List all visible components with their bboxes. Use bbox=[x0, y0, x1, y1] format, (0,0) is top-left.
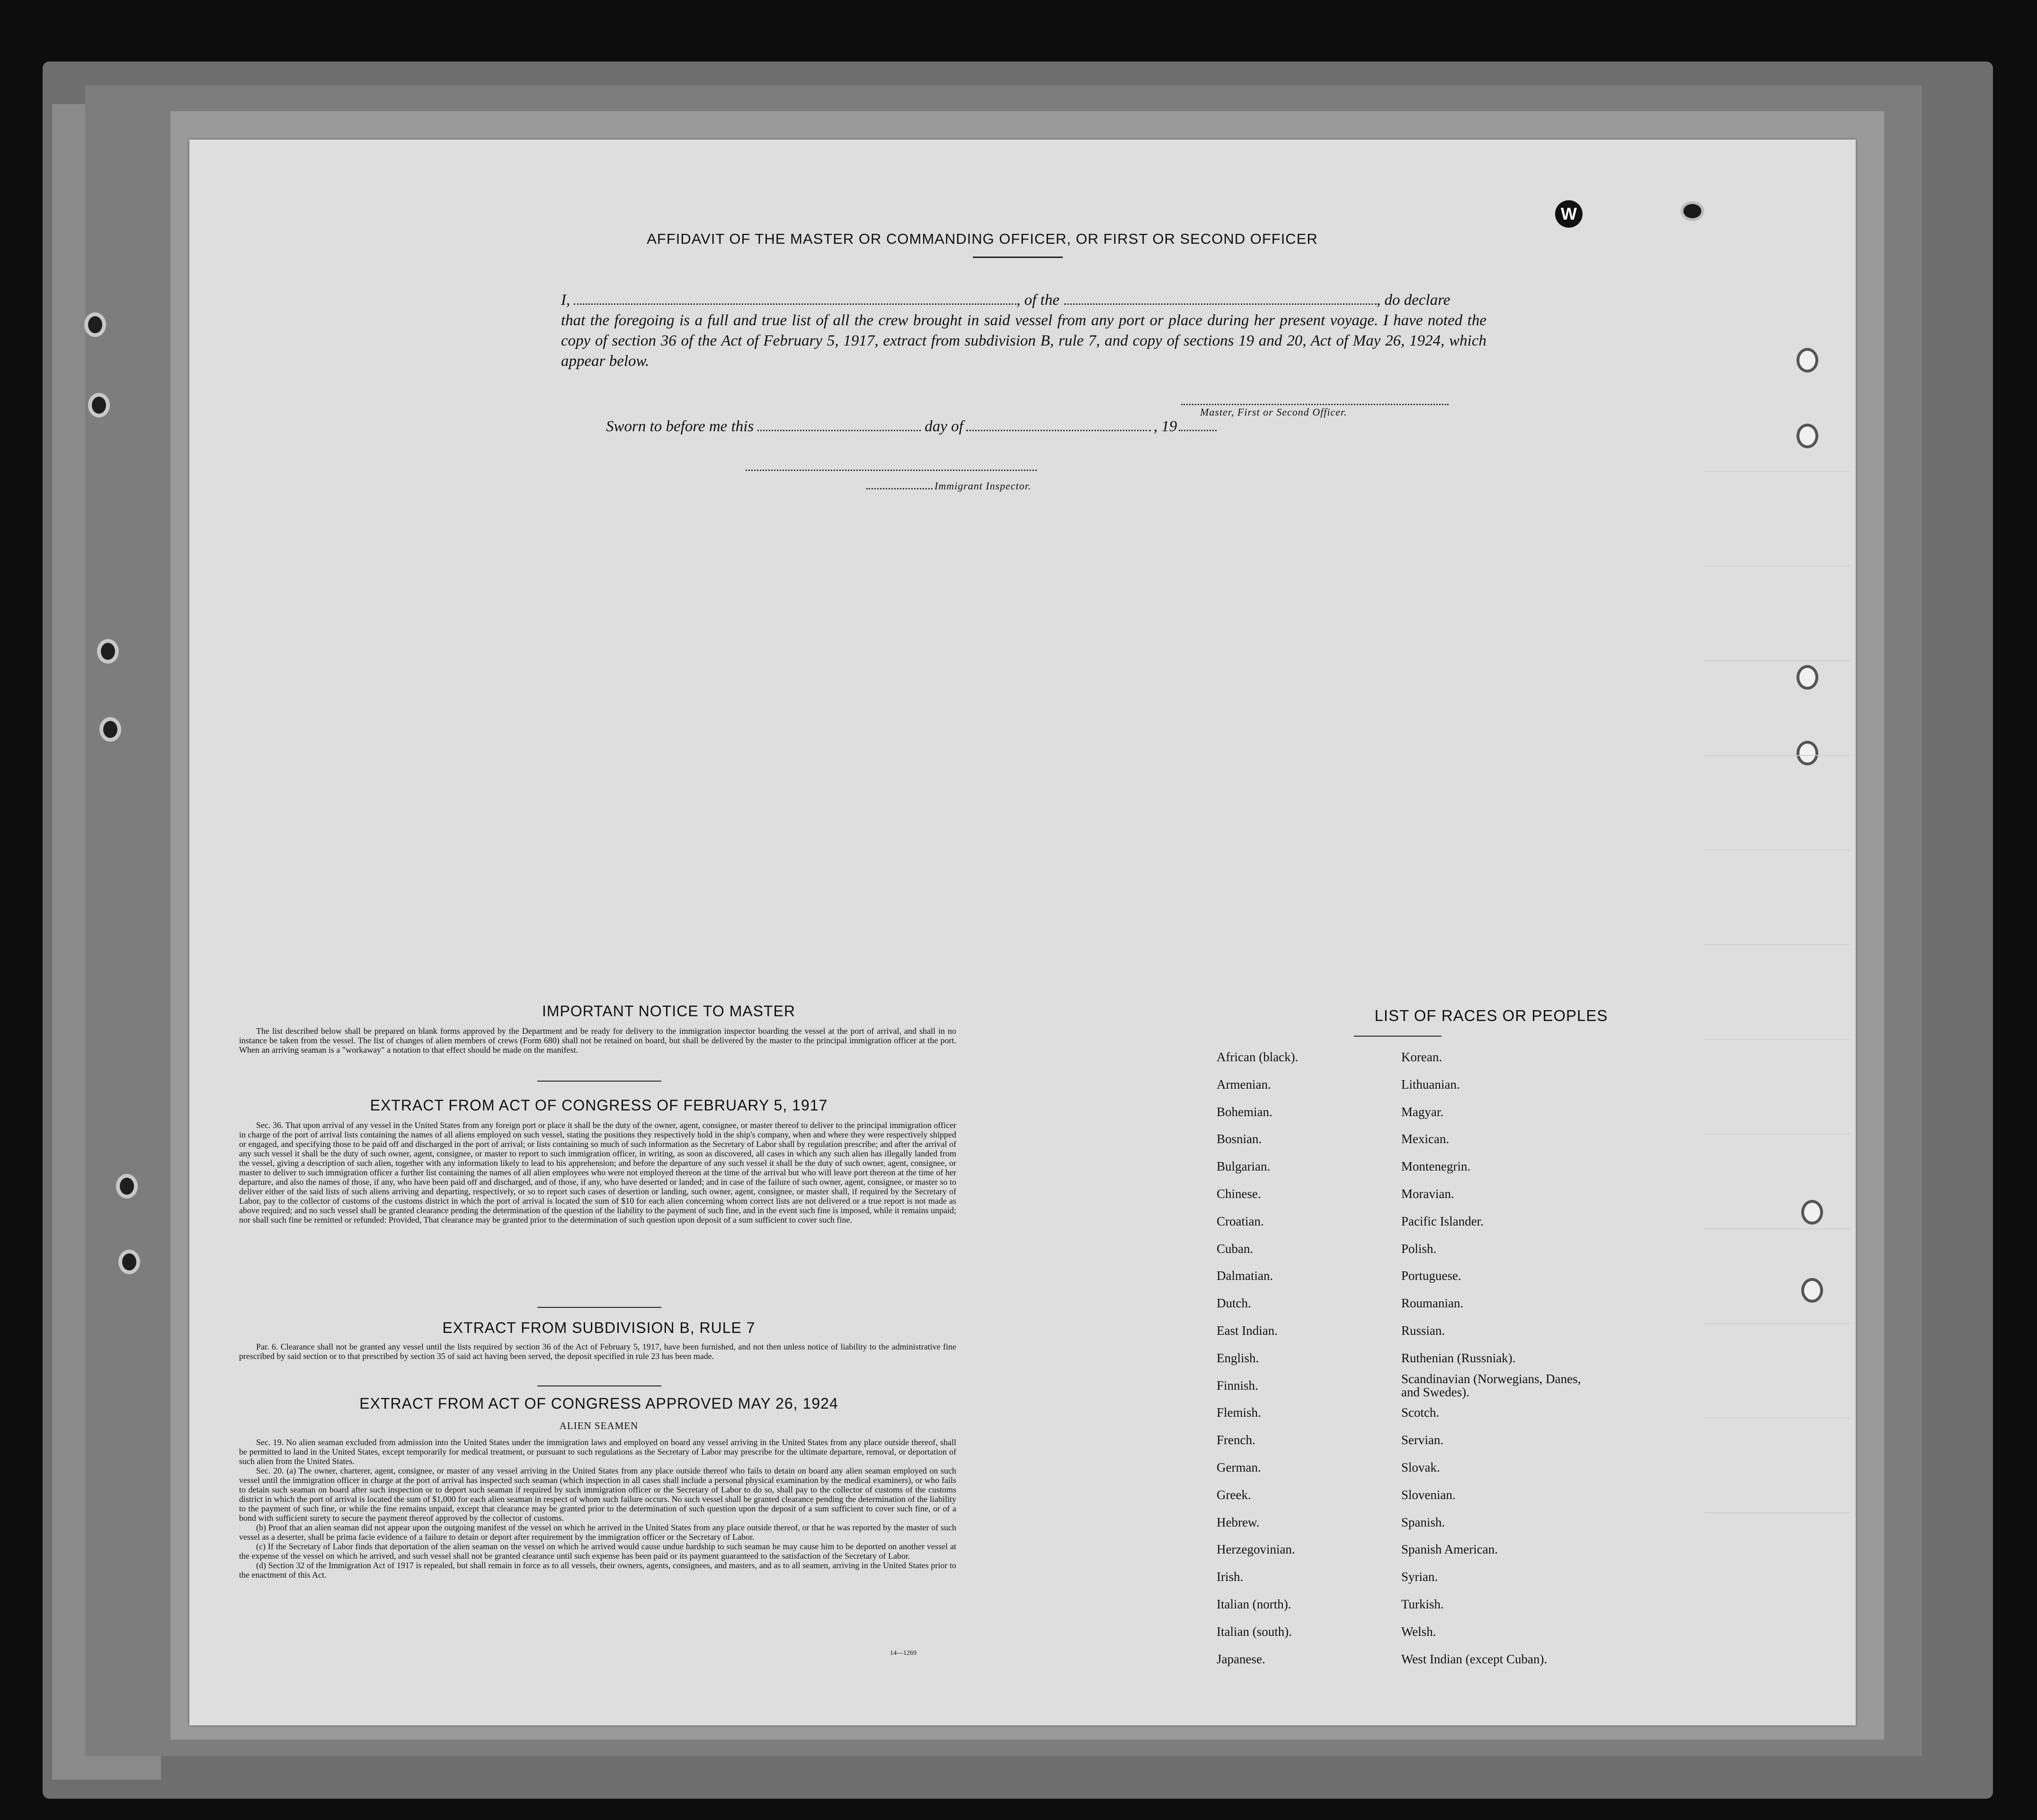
sec-20b: (b) Proof that an alien seaman did not appear upon the outgoing manifest of the vessel on which he arrived in the United States from any place outside thereof, or that he was reported by the master of such vessel as a deserter, shall be prima facie evidence of a failure to detain or deport after requirement by the immigration officer or the Secretary of Labor. bbox=[239, 1523, 956, 1542]
binder-hole-icon bbox=[88, 393, 110, 417]
race-entry: Italian (south). bbox=[1217, 1624, 1292, 1639]
race-entry: Spanish. bbox=[1401, 1515, 1445, 1529]
sec-20a: Sec. 20. (a) The owner, charterer, agent, consignee, or master of any vessel arriving in the United States from any place outside thereof who fails to detain on board any alien seaman employed on such vessel until the immigration officer in charge at the port of arrival has inspected such seaman (which inspection in all cases shall include a personal physical examination by the medical examiners), or who fails to detain such seaman on board after such inspection or to deport such seaman if required by such immigration officer or the Secretary of Labor to do so, shall pay to the collector of customs of the customs district in which the port of arrival is located the sum of $1,000 for each alien seaman in respect of whom such failure occurs. No such vessel shall be granted clearance pending the determination of the liability to the payment of such fine, or while the fine remains unpaid, except that clearance may be granted prior to the determination of such question upon the deposit of a sum sufficient to cover such fine, or of a bond with sufficient surety to secure the payment thereof approved by the collector of customs. bbox=[239, 1466, 956, 1523]
race-entry: Slovenian. bbox=[1401, 1487, 1456, 1502]
race-entry: Welsh. bbox=[1401, 1624, 1436, 1639]
bleed-through-rule bbox=[1704, 471, 1851, 472]
race-entry: French. bbox=[1217, 1433, 1255, 1447]
race-entry: Roumanian. bbox=[1401, 1296, 1464, 1311]
race-entry: Croatian. bbox=[1217, 1214, 1264, 1228]
races-right-column bbox=[1401, 1044, 1591, 1673]
rule7-divider bbox=[537, 1385, 661, 1386]
race-entry: Pacific Islander. bbox=[1401, 1214, 1484, 1228]
bleed-through-rule bbox=[1704, 1134, 1851, 1135]
bleed-through-rule bbox=[1704, 1039, 1851, 1040]
bleed-through-rule bbox=[1704, 944, 1851, 945]
notice-title: IMPORTANT NOTICE TO MASTER bbox=[542, 1003, 796, 1020]
sworn-line bbox=[606, 417, 1217, 435]
officer-signature-line[interactable] bbox=[1181, 404, 1449, 405]
race-entry: Cuban. bbox=[1217, 1241, 1254, 1256]
race-entry: African (black). bbox=[1217, 1050, 1299, 1064]
race-entry: Spanish American. bbox=[1401, 1542, 1498, 1557]
race-entry: Herzegovinian. bbox=[1217, 1542, 1295, 1557]
sworn-prefix: Sworn to before me this bbox=[606, 418, 754, 435]
declarant-name-field[interactable] bbox=[574, 290, 1016, 305]
race-entry: Servian. bbox=[1401, 1433, 1444, 1447]
declaration-line bbox=[561, 290, 1486, 311]
race-entry: Armenian. bbox=[1217, 1077, 1271, 1092]
race-entry: Dalmatian. bbox=[1217, 1269, 1273, 1283]
race-entry: Mexican. bbox=[1401, 1132, 1450, 1146]
sworn-month-field[interactable] bbox=[966, 417, 1151, 431]
bleed-through-rule bbox=[1704, 755, 1851, 756]
punch-hole-icon bbox=[1797, 665, 1818, 690]
declarant-prefix: I, bbox=[561, 292, 570, 309]
punch-hole-icon bbox=[1797, 741, 1818, 765]
race-entry: Italian (north). bbox=[1217, 1597, 1291, 1611]
races-left-column bbox=[1217, 1044, 1298, 1673]
race-entry: Bohemian. bbox=[1217, 1104, 1272, 1119]
affidavit-title: AFFIDAVIT OF THE MASTER OR COMMANDING OFFICER, OR FIRST OR SECOND OFFICER bbox=[647, 231, 1318, 247]
alien-seamen-subtitle: ALIEN SEAMEN bbox=[559, 1420, 639, 1431]
bleed-through-rule bbox=[1704, 1418, 1851, 1419]
title-divider bbox=[973, 257, 1063, 258]
affidavit-statement bbox=[561, 290, 1486, 372]
binder-hole-icon bbox=[84, 312, 106, 337]
do-declare-label: , do declare bbox=[1376, 292, 1450, 309]
binder-hole-icon bbox=[97, 639, 119, 664]
officer-caption: Master, First or Second Officer. bbox=[1200, 406, 1347, 418]
of-the-label: , of the bbox=[1016, 292, 1059, 309]
extract-1917-divider bbox=[537, 1307, 661, 1308]
punch-hole-icon bbox=[1797, 424, 1818, 448]
extract-1924-body bbox=[239, 1438, 956, 1580]
bleed-through-rule bbox=[1704, 660, 1851, 661]
form-number: 14—1269 bbox=[890, 1650, 916, 1657]
race-entry: Irish. bbox=[1217, 1570, 1244, 1584]
notice-body: The list described below shall be prepared on blank forms approved by the Department and be ready for delivery to the immigration inspector boarding the vessel at the port of arrival, and shall in no instance be taken from the vessel. The list of changes of alien members of crews (Form 680) shall not be retained on board, but shall be delivered by the master to the principal immigration officer at the port. When an arriving seaman is a "workaway" a notation to that effect should be made on the manifest. bbox=[239, 1026, 956, 1055]
vessel-name-field[interactable] bbox=[1064, 290, 1377, 305]
race-entry: Flemish. bbox=[1217, 1405, 1261, 1420]
race-entry: Greek. bbox=[1217, 1487, 1251, 1502]
race-entry: German. bbox=[1217, 1460, 1261, 1474]
race-entry: Finnish. bbox=[1217, 1378, 1258, 1393]
extract-1917-body: Sec. 36. That upon arrival of any vessel in the United States from any foreign port or place it shall be the duty of the owner, agent, consignee, or master thereof to deliver to the principal immigration officer in charge of the port of arrival lists containing the names of all aliens employed on such vessel, stating the positions they respectively hold in the ship's company, when and where they were respectively shipped or engaged, and specifying those to be paid off and discharged in the port of arrival; or lists containing so much of such information as the Secretary of Labor shall by regulation prescribe; and after the arrival of any such vessel it shall be the duty of such owner, agent, consignee, or master to report to such immigration officer, in writing, as soon as discovered, all cases in which any such alien has illegally landed from the vessel, giving a description of such alien, together with any information likely to lead to his apprehension; and before the departure of any such vessel it shall be the duty of such owner, agent, consignee, or master to deliver to such immigration officer a further list containing the names of all alien employees who were not employed thereon at the time of the arrival but who will leave port thereon at the time of her departure, and also the names of those, if any, who have been paid off and discharged, and of those, if any, who have deserted or landed; and in case of the failure of such owner, agent, consignee, or master so to deliver either of the said lists of such aliens arriving and departing, respectively, or so to report such cases of desertion or landing, such owner, agent, consignee, or master shall, if required by the Secretary of Labor, pay to the collector of customs of the customs district in which the port of arrival is located the sum of $10 for each alien concerning whom correct lists are not delivered or a true report is not made as above required; and no such vessel shall be granted clearance pending the determination of the question of the liability to the payment of such fine, and in the event such fine is imposed, while it remains unpaid; nor shall such fine be remitted or refunded: Provided, That clearance may be granted prior to the determination of such question upon deposit of a sum sufficient to cover such fine. bbox=[239, 1120, 956, 1225]
inspector-caption: Immigrant Inspector. bbox=[934, 480, 1032, 492]
sec-20d: (d) Section 32 of the Immigration Act of 1917 is repealed, but shall remain in force as to all vessels, their owners, agents, consignees, and masters, and as to all seamen, arriving in the United States prior to the enactment of this Act. bbox=[239, 1561, 956, 1580]
race-entry: Chinese. bbox=[1217, 1186, 1261, 1201]
inspector-dots bbox=[866, 479, 933, 489]
race-entry: Scotch. bbox=[1401, 1405, 1440, 1420]
race-entry: Japanese. bbox=[1217, 1651, 1265, 1666]
sec-19: Sec. 19. No alien seaman excluded from admission into the United States under the immigration laws and employed on board any vessel arriving in the United States from any place outside thereof, shall be permitted to land in the United States, except temporarily for medical treatment, or pursuant to such regulations as the Secretary of Labor may prescribe for the ultimate departure, removal, or deportation of such alien from the United States. bbox=[239, 1438, 956, 1466]
race-entry: Bosnian. bbox=[1217, 1132, 1262, 1146]
sworn-day-of: day of bbox=[925, 418, 963, 435]
inspector-signature-line[interactable] bbox=[746, 470, 1037, 471]
races-title: LIST OF RACES OR PEOPLES bbox=[1374, 1007, 1608, 1024]
race-entry: Bulgarian. bbox=[1217, 1159, 1271, 1174]
sworn-year-prefix: , 19 bbox=[1153, 418, 1177, 435]
affidavit-form-sheet bbox=[189, 140, 1856, 1725]
race-entry: Korean. bbox=[1401, 1050, 1442, 1064]
notice-divider bbox=[537, 1081, 661, 1082]
race-entry: West Indian (except Cuban). bbox=[1401, 1651, 1548, 1666]
punch-hole-icon bbox=[1801, 1200, 1823, 1225]
rule7-body: Par. 6. Clearance shall not be granted any vessel until the lists required by section 36 of the Act of February 5, 1917, have been furnished, and not then unless notice of liability to the administrative fine prescribed by said section or to that prescribed by section 35 of said act having been served, the deposit specified in rule 23 has been made. bbox=[239, 1342, 956, 1361]
race-entry: English. bbox=[1217, 1350, 1259, 1365]
inspector-caption-line bbox=[866, 479, 1032, 492]
bleed-through-rule bbox=[1704, 850, 1851, 851]
race-entry: Magyar. bbox=[1401, 1104, 1444, 1119]
sec-20c: (c) If the Secretary of Labor finds that deportation of the alien seaman on the vessel on which he arrived would cause undue hardship to such seaman he may cause him to be deported on another vessel at the expense of the vessel on which he arrived, and such vessel shall not be granted clearance until such expense has been paid or its payment guaranteed to the satisfaction of the Secretary of Labor. bbox=[239, 1542, 956, 1561]
race-entry: Slovak. bbox=[1401, 1460, 1440, 1474]
race-entry: Syrian. bbox=[1401, 1570, 1438, 1584]
race-entry: Portuguese. bbox=[1401, 1269, 1461, 1283]
race-entry: East Indian. bbox=[1217, 1323, 1278, 1338]
punch-mark-icon bbox=[1681, 201, 1704, 221]
bleed-through-rule bbox=[1704, 1323, 1851, 1324]
race-entry: Russian. bbox=[1401, 1323, 1445, 1338]
declaration-body: that the foregoing is a full and true list of all the crew brought in said vessel from any port or place during her present voyage. I have noted the copy of section 36 of the Act of February 5, 1917, extract from subdivision B, rule 7, and copy of sections 19 and 20, Act of May 26, 1924, which appear below. bbox=[561, 312, 1486, 370]
rule7-title: EXTRACT FROM SUBDIVISION B, RULE 7 bbox=[442, 1319, 756, 1336]
race-entry: Montenegrin. bbox=[1401, 1159, 1471, 1174]
race-entry: Lithuanian. bbox=[1401, 1077, 1460, 1092]
sworn-day-field[interactable] bbox=[757, 417, 921, 431]
race-entry: Turkish. bbox=[1401, 1597, 1444, 1611]
race-entry: Moravian. bbox=[1401, 1186, 1454, 1201]
corner-stamp-mark: W bbox=[1555, 200, 1583, 228]
bleed-through-rule bbox=[1704, 1228, 1851, 1229]
binder-hole-icon bbox=[118, 1250, 140, 1274]
binder-hole-icon bbox=[116, 1174, 138, 1199]
extract-1924-title: EXTRACT FROM ACT OF CONGRESS APPROVED MAY 26, 1924 bbox=[359, 1395, 838, 1412]
race-entry: Hebrew. bbox=[1217, 1515, 1260, 1529]
extract-1917-title: EXTRACT FROM ACT OF CONGRESS OF FEBRUARY 5, 1917 bbox=[370, 1097, 828, 1114]
binder-hole-icon bbox=[99, 717, 121, 742]
race-entry: Dutch. bbox=[1217, 1296, 1251, 1311]
race-entry: Polish. bbox=[1401, 1241, 1437, 1256]
sworn-year-field[interactable] bbox=[1179, 417, 1217, 431]
race-entry: Scandinavian (Norwegians, Danes, and Swedes). bbox=[1401, 1371, 1581, 1399]
race-entry: Ruthenian (Russniak). bbox=[1401, 1350, 1516, 1365]
races-divider bbox=[1354, 1036, 1441, 1037]
bleed-through-rule bbox=[1704, 1512, 1851, 1513]
punch-hole-icon bbox=[1801, 1278, 1823, 1303]
bleed-through-rule bbox=[1704, 566, 1851, 567]
punch-hole-icon bbox=[1797, 348, 1818, 373]
